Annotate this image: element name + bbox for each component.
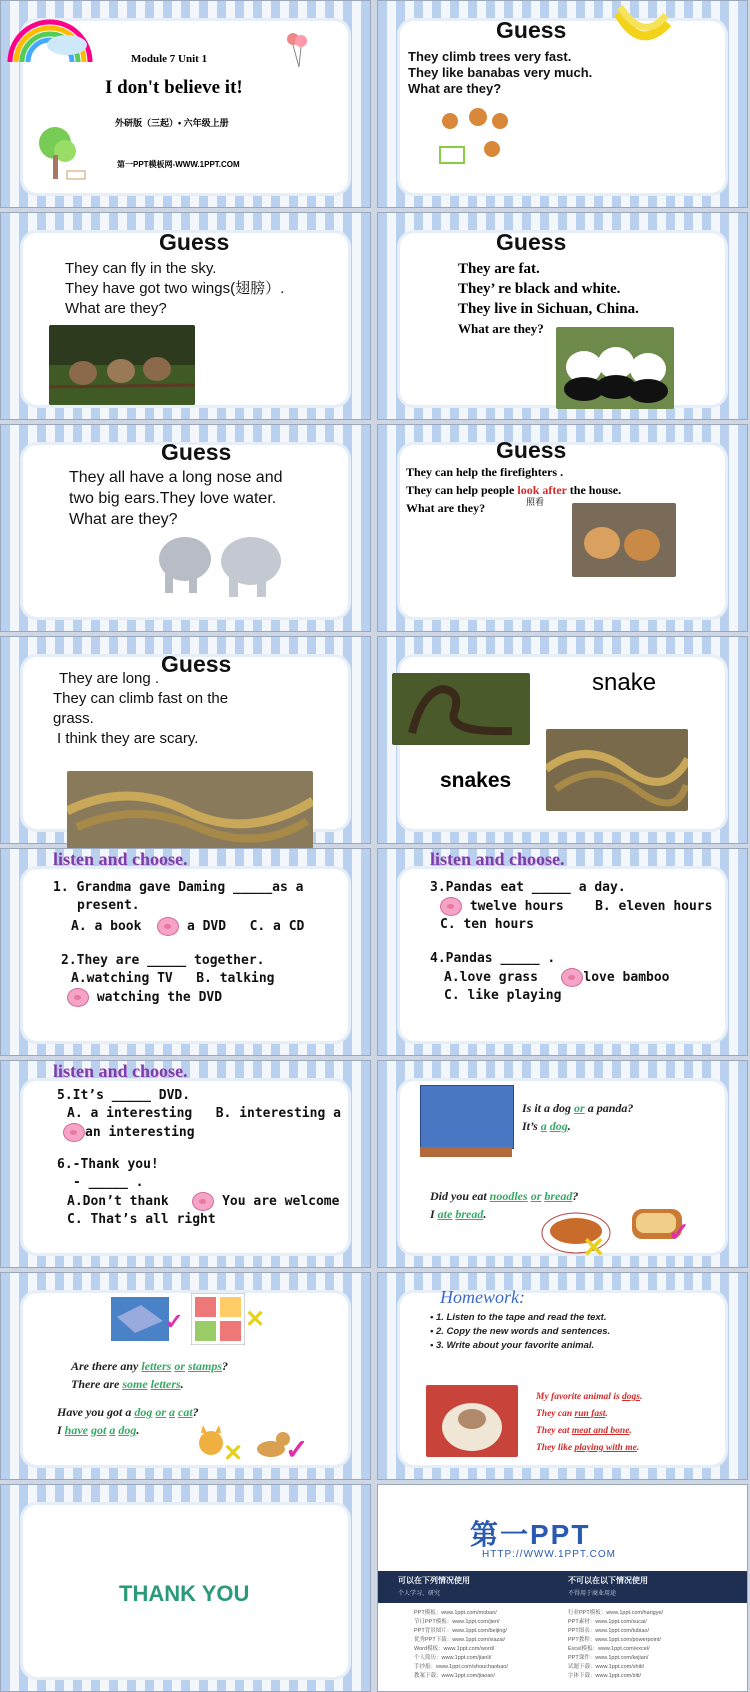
listen-header: listen and choose. [53, 1061, 188, 1081]
forbidden-label: 不可以在以下情况使用 [568, 1576, 648, 1585]
slide-14[interactable] [377, 1272, 748, 1480]
clue-text [69, 467, 282, 530]
slide-9[interactable] [0, 848, 371, 1056]
slide-card [23, 21, 348, 193]
pandas-photo [556, 327, 674, 409]
resource-link[interactable]: 试题下载：www.1ppt.com/shiti/ [568, 1664, 645, 1670]
thank-you-text: THANK YOU [119, 1581, 250, 1606]
question-line: 2.They are _____ together. [61, 953, 265, 968]
clue-line: They are long . [59, 670, 160, 687]
guess-heading: Guess [161, 651, 232, 677]
clue-line: What are they? [458, 321, 544, 336]
rainbow-image [5, 7, 95, 67]
dog-photo [426, 1385, 518, 1457]
clue-text [53, 669, 229, 749]
clue-line: They can fly in the sky. [65, 260, 217, 277]
resource-link[interactable]: PPT背景图片：www.1ppt.com/beijing/ [414, 1628, 507, 1634]
question-line: 1. Grandma gave Daming _____as a [53, 880, 304, 895]
link-list-left [414, 1609, 508, 1681]
snakes-photo [67, 771, 313, 849]
resource-link[interactable]: 行业PPT模板：www.1ppt.com/hangye/ [568, 1610, 664, 1616]
slide-card [400, 657, 725, 829]
options-line: an interesting [57, 1123, 341, 1142]
check-icon: ✓ [668, 1217, 690, 1247]
slide-card [400, 1081, 725, 1263]
question-line: - _____ . [73, 1175, 144, 1190]
allowed-note: 个人学习、研究 [398, 1591, 441, 1597]
resource-link[interactable]: 节日PPT模板：www.1ppt.com/jieri/ [414, 1619, 500, 1625]
link-list-right [568, 1609, 663, 1681]
slide-card [23, 439, 348, 617]
resource-link[interactable]: 字体下载：www.1ppt.com/ziti/ [568, 1673, 642, 1679]
slide-card [400, 17, 725, 193]
snake-word: snake [592, 669, 657, 696]
clue-line: They live in Sichuan, China. [458, 301, 639, 317]
resource-link[interactable]: Excel模板：www.1ppt.com/excel/ [568, 1646, 650, 1652]
homework-item: • 1. Listen to the tape and read the text. [430, 1312, 607, 1323]
sentence-line: Did you eat noodles or bread? [430, 1189, 579, 1203]
sentence-line: Is it a dog or a panda? [522, 1101, 634, 1115]
question-line: present. [77, 898, 140, 913]
resource-link[interactable]: PPT课件：www.1ppt.com/kejian/ [568, 1655, 649, 1661]
slide-12[interactable] [377, 1060, 748, 1268]
slide-4[interactable] [377, 212, 748, 420]
check-icon: ✓ [165, 1309, 184, 1334]
forbidden-note: 不得用于商业用途 [568, 1591, 617, 1597]
guess-heading: Guess [161, 439, 232, 465]
favorite-line: My favorite animal is dogs. [536, 1392, 643, 1402]
pig-marker-icon [157, 917, 179, 936]
options-line: C. ten hours [440, 917, 534, 932]
sentence-line: I have got a dog. [57, 1423, 140, 1437]
options-line: C. That’s all right [67, 1212, 216, 1227]
slide-card [23, 651, 348, 829]
slide-card [23, 1081, 348, 1253]
check-icon: ✓ [285, 1434, 309, 1465]
slide-1[interactable] [0, 0, 371, 208]
clue-line: They can climb fast on the [53, 690, 229, 707]
pig-marker-icon [561, 968, 583, 987]
credit-label: 第一PPT模板网-WWW.1PPT.COM [117, 160, 240, 169]
sentence-line: I ate bread. [430, 1207, 487, 1221]
edition-label: 外研版（三起）• 六年级上册 [115, 118, 229, 128]
brand-logo: 第一PPT [470, 1519, 591, 1550]
letters-image [111, 1297, 169, 1341]
clue-line: I think they are scary. [57, 730, 199, 747]
snakes-word: snakes [440, 769, 512, 792]
slide-5[interactable] [0, 424, 371, 632]
sentence-line: Are there any letters or stamps? [71, 1359, 229, 1373]
snakes-photo [546, 729, 688, 811]
resource-link[interactable]: PPT图表：www.1ppt.com/tubiao/ [568, 1628, 650, 1634]
elephants-image [151, 529, 291, 599]
guess-heading: Guess [159, 229, 230, 255]
resource-link[interactable]: PPT模板：www.1ppt.com/moban/ [414, 1610, 497, 1616]
resource-link[interactable]: 个人简历：www.1ppt.com/jianli/ [414, 1655, 492, 1661]
guess-heading: Guess [496, 17, 567, 43]
pig-marker-icon [63, 1123, 85, 1142]
question-line: 5.It’s _____ DVD. [57, 1088, 191, 1103]
slide-11[interactable] [0, 1060, 371, 1268]
cross-icon: ✕ [582, 1232, 606, 1263]
listen-header: listen and choose. [430, 849, 565, 869]
info-bar [378, 1571, 747, 1603]
slide-6[interactable] [377, 424, 748, 632]
options-line: C. like playing [444, 988, 562, 1003]
module-label: Module 7 Unit 1 [131, 53, 208, 65]
clue-line: What are they? [406, 501, 486, 515]
listen-header: listen and choose. [53, 849, 188, 869]
translation-note: 照看 [526, 497, 545, 507]
slide-card [400, 229, 725, 405]
homework-item: • 2. Copy the new words and sentences. [430, 1326, 611, 1337]
favorite-line: They like playing with me. [536, 1443, 640, 1453]
pig-marker-icon [67, 988, 89, 1007]
sentence-line: It’s a dog. [522, 1119, 571, 1133]
banana-image [610, 3, 672, 53]
slide-title: I don't believe it! [105, 77, 243, 98]
puppies-photo [572, 503, 676, 577]
slide-15[interactable] [0, 1484, 371, 1692]
clue-line: They like banabas very much. [408, 65, 593, 80]
slide-2[interactable] [377, 0, 748, 208]
slide-10[interactable] [377, 848, 748, 1056]
slide-8[interactable] [377, 636, 748, 844]
panda-strip-image [420, 1147, 512, 1157]
resource-link[interactable]: 教案下载：www.1ppt.com/jiaoan/ [414, 1673, 495, 1679]
favorite-line: They can run fast. [536, 1409, 608, 1419]
clue-line: They can help people look after the house. [406, 483, 622, 497]
options-line: watching the DVD [53, 988, 304, 1007]
pig-marker-icon [440, 897, 462, 916]
slide-card [400, 437, 725, 617]
blue-box-image [420, 1085, 514, 1149]
options-line: A. a book a DVD C. a CD [71, 919, 305, 934]
stamps-image [191, 1293, 245, 1345]
clue-line: What are they? [65, 300, 167, 317]
options-line: A. a interesting B. interesting a [67, 1106, 341, 1121]
tree-image [31, 121, 87, 183]
pig-marker-icon [192, 1192, 214, 1211]
clue-text [408, 49, 592, 97]
question-line: 4.Pandas _____ . [430, 951, 556, 966]
options-line: A.love grass love bamboo [444, 970, 670, 985]
monkeys-image [436, 101, 520, 167]
slide-card [400, 1287, 725, 1465]
clue-line: What are they? [408, 81, 502, 96]
clue-line: two big ears.They love water. [69, 490, 277, 507]
clue-line: They all have a long nose and [69, 469, 283, 486]
clue-line: They can help the firefighters . [406, 465, 564, 479]
question-block [53, 879, 304, 1007]
question-block [57, 1087, 341, 1229]
slide-card [23, 1505, 348, 1677]
resource-link[interactable]: 手抄报：www.1ppt.com/shouchaobao/ [414, 1664, 508, 1670]
sentence-line: There are some letters. [71, 1377, 184, 1391]
clue-line: They are fat. [458, 261, 540, 277]
clue-line: They’ re black and white. [458, 281, 621, 297]
favorite-line: They eat meat and bone. [536, 1426, 632, 1436]
slide-card [23, 1293, 348, 1465]
question-block [430, 879, 712, 1005]
options-line: A.Don’t thank You are welcome [67, 1194, 340, 1209]
resource-link[interactable]: Word模板：www.1ppt.com/word/ [414, 1646, 495, 1652]
options-line: A.watching TV B. talking [71, 971, 275, 986]
guess-heading: Guess [496, 437, 567, 463]
resource-link[interactable]: PPT素材：www.1ppt.com/sucai/ [568, 1619, 647, 1625]
guess-heading: Guess [496, 229, 567, 255]
cross-icon: ✕ [223, 1440, 244, 1467]
resource-link[interactable]: PPT教程：www.1ppt.com/powerpoint/ [568, 1637, 661, 1643]
slide-card [23, 869, 348, 1041]
brand-url[interactable]: HTTP://WWW.1PPT.COM [482, 1549, 616, 1560]
cross-icon: ✕ [245, 1306, 266, 1333]
allowed-label: 可以在下列情况使用 [398, 1576, 470, 1585]
homework-item: • 3. Write about your favorite animal. [430, 1340, 595, 1351]
resource-link[interactable]: 优秀PPT下载：www.1ppt.com/xiazai/ [414, 1637, 506, 1643]
homework-list [430, 1311, 610, 1353]
clue-text [65, 259, 284, 319]
clue-line: grass. [53, 710, 94, 727]
cobra-photo [392, 673, 530, 745]
slide-13[interactable] [0, 1272, 371, 1480]
clue-line: What are they? [69, 511, 178, 528]
clue-line: They climb trees very fast. [408, 49, 572, 64]
balloon-icon [285, 31, 309, 71]
slide-card [400, 869, 725, 1041]
question-line: 6.-Thank you! [57, 1157, 159, 1172]
favorite-animal-text [536, 1389, 642, 1457]
slide-card [23, 229, 348, 405]
homework-title: Homework: [440, 1287, 525, 1307]
options-line: twelve hours B. eleven hours [430, 897, 712, 916]
slide-3[interactable] [0, 212, 371, 420]
sentence-line: Have you got a dog or a cat? [57, 1405, 199, 1419]
sparrows-photo [49, 325, 195, 405]
slide-16[interactable] [377, 1484, 748, 1692]
question-line: 3.Pandas eat _____ a day. [430, 880, 626, 895]
clue-line: They have got two wings(翅膀）. [65, 280, 285, 297]
slide-7[interactable] [0, 636, 371, 844]
